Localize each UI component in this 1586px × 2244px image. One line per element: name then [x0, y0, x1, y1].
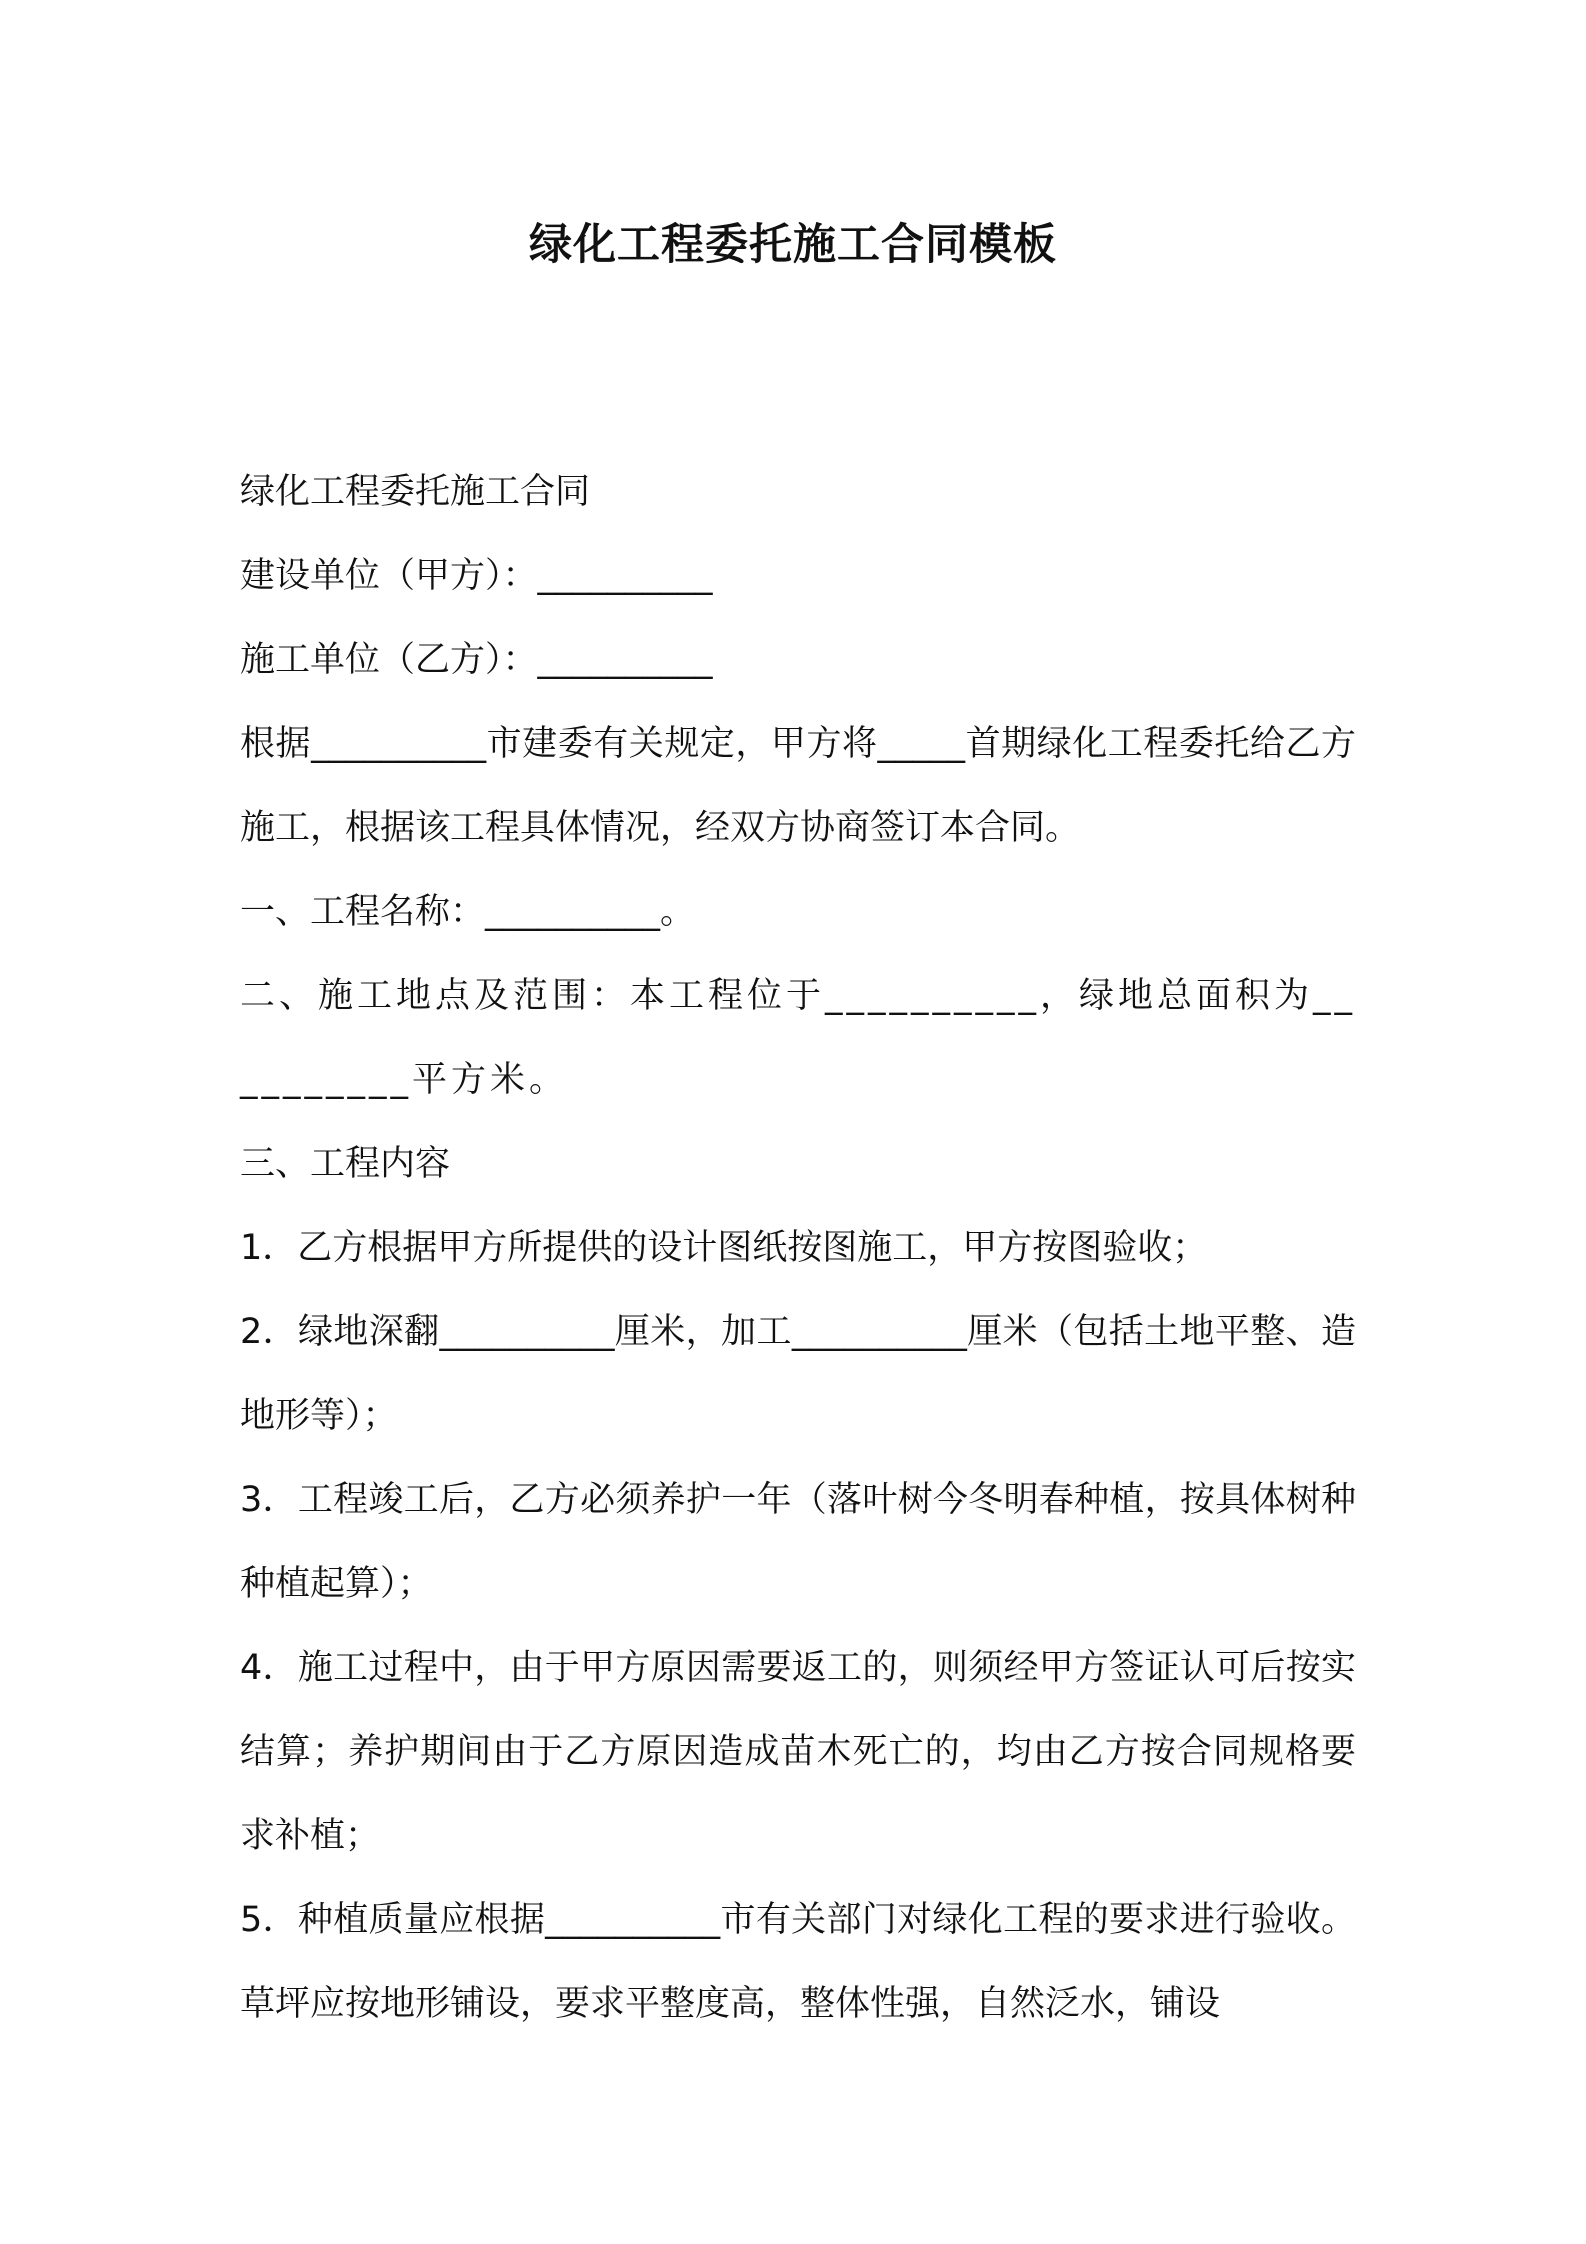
section-3-heading: 三、工程内容: [240, 1144, 451, 1184]
section-2-location-scope: 二、施工地点及范围：本工程位于__________，绿地总面积为__________平方米。: [240, 976, 1357, 1100]
clause-4: 4．施工过程中，由于甲方原因需要返工的，则须经甲方签证认可后按实结算；养护期间由于乙方原因造成苗木死亡的，均由乙方按合同规格要求补植；: [240, 1648, 1356, 1856]
preamble-paragraph: 根据__________市建委有关规定，甲方将_____首期绿化工程委托给乙方施工，根据该工程具体情况，经双方协商签订本合同。: [240, 724, 1356, 848]
document-body: [240, 450, 1356, 2046]
clause-2: 2．绿地深翻__________厘米，加工__________厘米（包括土地平整、造地形等）；: [240, 1312, 1356, 1436]
document-title: 绿化工程委托施工合同模板: [529, 220, 1057, 270]
contract-heading: 绿化工程委托施工合同: [240, 472, 591, 512]
clause-3: 3．工程竣工后，乙方必须养护一年（落叶树今冬明春种植，按具体树种种植起算）；: [240, 1480, 1356, 1604]
section-1-project-name: 一、工程名称：__________。: [240, 892, 696, 932]
party-b-line: 施工单位（乙方）：__________: [240, 640, 713, 680]
clause-5: 5．种植质量应根据__________市有关部门对绿化工程的要求进行验收。草坪应按地形铺设，要求平整度高，整体性强，自然泛水，铺设: [240, 1900, 1356, 2024]
clause-1: 1．乙方根据甲方所提供的设计图纸按图施工，甲方按图验收；: [240, 1228, 1208, 1268]
party-a-line: 建设单位（甲方）：__________: [240, 556, 713, 596]
